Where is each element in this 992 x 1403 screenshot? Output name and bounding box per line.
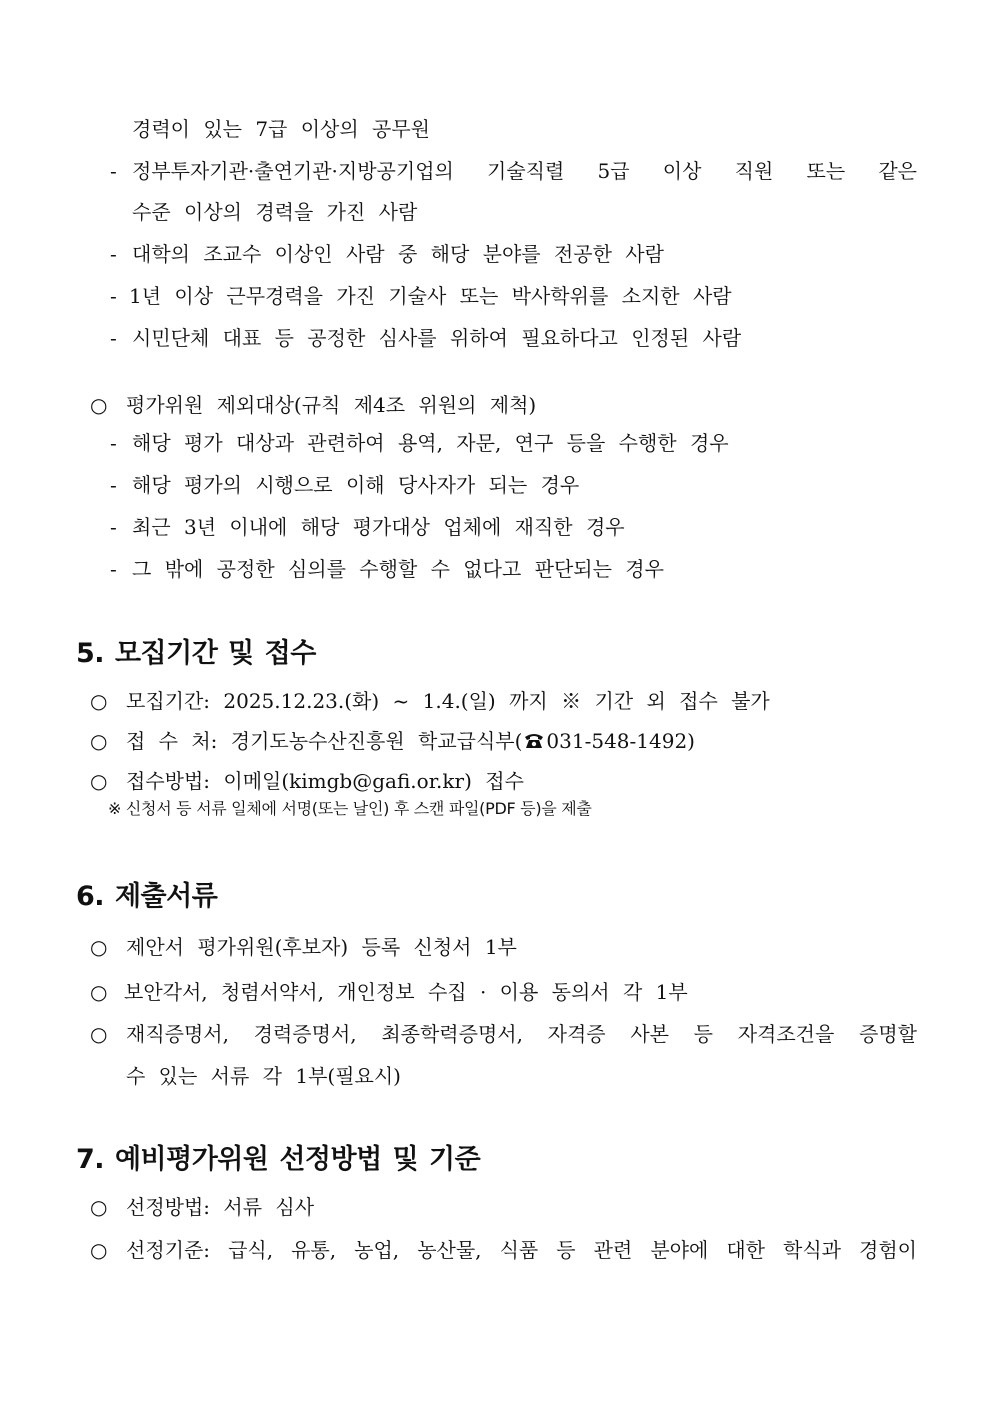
recruitment-period: 모집기간: 2025.12.23.(화) ~ 1.4.(일) 까지 ※ 기간 외 접수 불가 [126, 689, 770, 713]
selection-criteria: 선정기준: 급식, 유통, 농업, 농산물, 식품 등 관련 분야에 대한 학식과 경험이 [126, 1238, 917, 1262]
circle-bullet-icon: ○ [90, 769, 108, 793]
circle-bullet-icon: ○ [90, 393, 108, 417]
eligibility-item-line: 정부투자기관·출연기관·지방공기업의 기술직렬 5급 이상 직원 또는 같은 [132, 159, 917, 183]
list-dash-marker: - [110, 326, 117, 350]
reception-phone: 031-548-1492) [546, 729, 695, 753]
list-dash-marker: - [110, 557, 117, 581]
circle-bullet-icon: ○ [90, 935, 108, 959]
section-heading-5: 5. 모집기간 및 접수 [76, 638, 316, 669]
eligibility-continuation: 경력이 있는 7급 이상의 공무원 [132, 117, 430, 141]
document-item: 재직증명서, 경력증명서, 최종학력증명서, 자격증 사본 등 자격조건을 증명할 [126, 1022, 917, 1046]
exclusion-item: 최근 3년 이내에 해당 평가대상 업체에 재직한 경우 [132, 515, 625, 539]
telephone-icon [523, 730, 545, 756]
eligibility-item-line: 수준 이상의 경력을 가진 사람 [132, 200, 418, 224]
circle-bullet-icon: ○ [90, 1238, 108, 1262]
list-dash-marker: - [110, 284, 117, 308]
reception-office-label: 접 수 처: 경기도농수산진흥원 학교급식부( [126, 729, 523, 753]
exclusion-item: 해당 평가 대상과 관련하여 용역, 자문, 연구 등을 수행한 경우 [132, 431, 729, 455]
document-item: 수 있는 서류 각 1부(필요시) [126, 1064, 401, 1088]
circle-bullet-icon: ○ [90, 980, 108, 1004]
list-dash-marker: - [110, 515, 117, 539]
eligibility-item-line: 대학의 조교수 이상인 사람 중 해당 분야를 전공한 사람 [132, 242, 664, 266]
exclusion-title: 평가위원 제외대상(규칙 제4조 위원의 제척) [126, 393, 537, 417]
reception-office [126, 728, 695, 756]
reception-method: 접수방법: 이메일(kimgb@gafi.or.kr) 접수 [126, 769, 524, 793]
circle-bullet-icon: ○ [90, 1022, 108, 1046]
list-dash-marker: - [110, 473, 117, 497]
list-dash-marker: - [110, 431, 117, 455]
selection-method: 선정방법: 서류 심사 [126, 1195, 315, 1219]
exclusion-item: 그 밖에 공정한 심의를 수행할 수 없다고 판단되는 경우 [132, 557, 664, 581]
list-dash-marker: - [110, 242, 117, 266]
circle-bullet-icon: ○ [90, 729, 108, 753]
exclusion-item: 해당 평가의 시행으로 이해 당사자가 되는 경우 [132, 473, 580, 497]
circle-bullet-icon: ○ [90, 1195, 108, 1219]
submission-note: ※ 신청서 등 서류 일체에 서명(또는 날인) 후 스캔 파일(PDF 등)을 제출 [108, 799, 592, 818]
circle-bullet-icon: ○ [90, 689, 108, 713]
section-heading-7: 7. 예비평가위원 선정방법 및 기준 [76, 1144, 481, 1175]
section-heading-6: 6. 제출서류 [76, 881, 218, 912]
eligibility-item-line: 시민단체 대표 등 공정한 심사를 위하여 필요하다고 인정된 사람 [132, 326, 742, 350]
document-item: 보안각서, 청렴서약서, 개인정보 수집 · 이용 동의서 각 1부 [124, 980, 688, 1004]
list-dash-marker: - [110, 159, 117, 183]
document-item: 제안서 평가위원(후보자) 등록 신청서 1부 [126, 935, 517, 959]
eligibility-item-line: 1년 이상 근무경력을 가진 기술사 또는 박사학위를 소지한 사람 [129, 284, 732, 308]
